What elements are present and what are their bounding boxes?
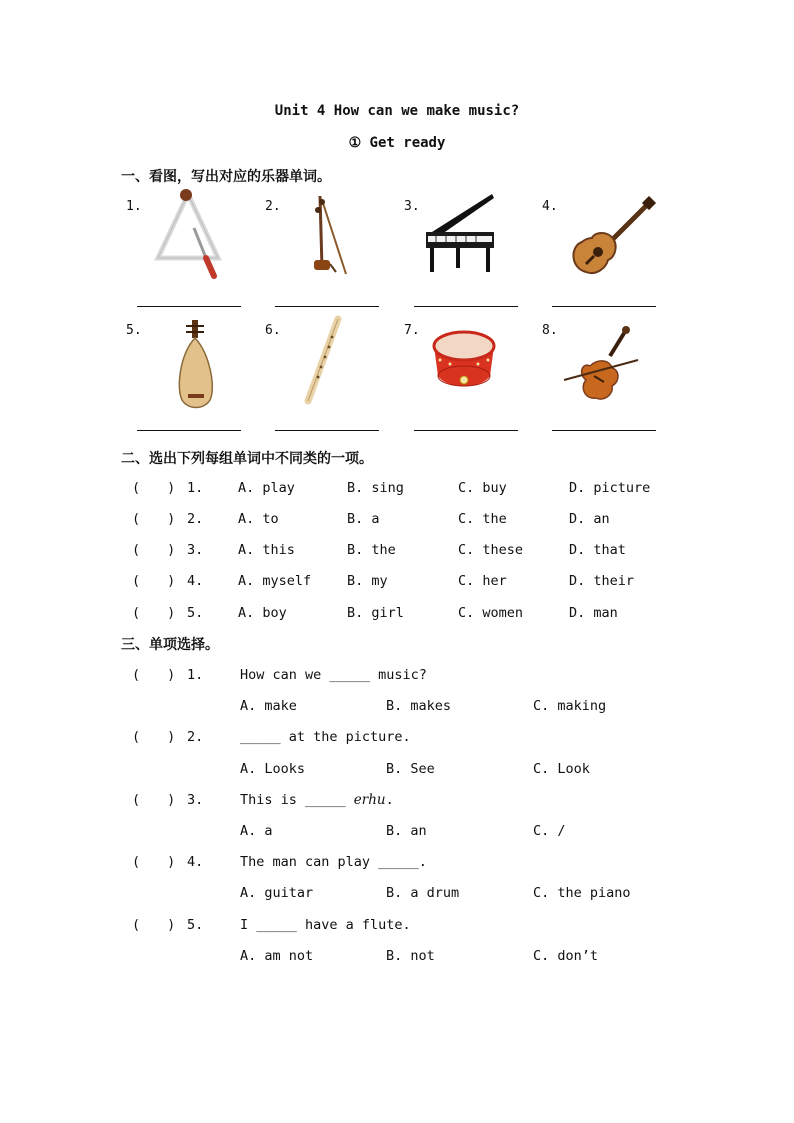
option-c: C. these [458,542,524,558]
item-number: 4. [542,199,558,214]
question-row [0,572,794,590]
page-subtitle: ① Get ready [348,135,446,151]
question-number: 5. [187,917,204,933]
option-d: D. an [569,511,610,527]
violin-icon [560,322,644,406]
question-stem: I _____ have a flute. [240,917,411,933]
option-a: A. Looks [240,761,306,777]
item-number: 5. [126,323,142,338]
answer-line[interactable] [275,430,379,431]
option-b: B. the [347,542,396,558]
answer-paren[interactable]: ( ) [132,667,176,683]
question-stem-row [0,853,794,871]
option-a: A. boy [238,605,287,621]
item-number: 8. [542,323,558,338]
option-b: B. not [386,948,435,964]
options-row [0,697,794,715]
question-number: 5. [187,605,204,621]
answer-line[interactable] [137,306,241,307]
option-b: B. a drum [386,885,460,901]
option-c: C. don’t [533,948,599,964]
question-number: 1. [187,480,204,496]
question-stem-row [0,791,794,809]
option-c: C. the [458,511,507,527]
option-b: B. an [386,823,427,839]
item-number: 3. [404,199,420,214]
question-row [0,479,794,497]
question-number: 1. [187,667,204,683]
question-row [0,604,794,622]
stem-emphasis: erhu [353,792,386,808]
option-a: A. make [240,698,297,714]
option-c: C. her [458,573,507,589]
section2-heading: 二、选出下列每组单词中不同类的一项。 [121,451,373,467]
page-title: Unit 4 How can we make music? [274,103,520,119]
answer-line[interactable] [414,430,518,431]
piano-icon [422,192,498,276]
option-b: B. my [347,573,388,589]
option-a: A. am not [240,948,314,964]
option-c: C. making [533,698,607,714]
question-number: 4. [187,854,204,870]
question-stem: The man can play _____. [240,854,427,870]
answer-line[interactable] [552,430,656,431]
question-number: 3. [187,542,204,558]
option-b: B. girl [347,605,404,621]
question-number: 2. [187,729,204,745]
option-a: A. to [238,511,279,527]
option-d: D. that [569,542,626,558]
question-stem: _____ at the picture. [240,729,411,745]
option-b: B. See [386,761,435,777]
option-b: B. makes [386,698,452,714]
option-d: D. man [569,605,618,621]
stem-text: . [385,792,394,808]
options-row [0,884,794,902]
pipa-icon [172,318,222,410]
section1-heading: 一、看图，写出对应的乐器单词。 [121,169,331,185]
answer-paren[interactable]: ( ) [132,573,176,589]
question-stem [240,791,394,809]
answer-paren[interactable]: ( ) [132,792,176,808]
question-number: 4. [187,573,204,589]
options-row [0,760,794,778]
triangle-icon [150,188,230,280]
option-a: A. this [238,542,295,558]
answer-line[interactable] [552,306,656,307]
options-row [0,947,794,965]
answer-paren[interactable]: ( ) [132,854,176,870]
question-stem-row [0,916,794,934]
option-c: C. the piano [533,885,631,901]
option-c: C. / [533,823,566,839]
item-number: 1. [126,199,142,214]
guitar-icon [568,196,658,278]
item-number: 7. [404,323,420,338]
question-stem-row [0,728,794,746]
answer-line[interactable] [414,306,518,307]
item-number: 2. [265,199,281,214]
option-a: A. play [238,480,295,496]
erhu-icon [300,190,360,280]
option-a: A. guitar [240,885,314,901]
question-row [0,541,794,559]
question-number: 2. [187,511,204,527]
answer-paren[interactable]: ( ) [132,729,176,745]
drum-icon [430,328,498,392]
question-row [0,510,794,528]
flute-icon [298,315,348,407]
answer-paren[interactable]: ( ) [132,511,176,527]
answer-line[interactable] [275,306,379,307]
answer-line[interactable] [137,430,241,431]
option-d: D. their [569,573,635,589]
answer-paren[interactable]: ( ) [132,917,176,933]
question-stem: How can we _____ music? [240,667,427,683]
question-stem-row [0,666,794,684]
option-c: C. buy [458,480,507,496]
stem-text: This is _____ [240,792,354,808]
option-c: C. Look [533,761,590,777]
item-number: 6. [265,323,281,338]
option-b: B. sing [347,480,404,496]
options-row [0,822,794,840]
option-a: A. a [240,823,273,839]
option-c: C. women [458,605,524,621]
option-d: D. picture [569,480,651,496]
answer-paren[interactable]: ( ) [132,542,176,558]
option-a: A. myself [238,573,312,589]
section3-heading: 三、单项选择。 [121,637,219,653]
answer-paren[interactable]: ( ) [132,605,176,621]
answer-paren[interactable]: ( ) [132,480,176,496]
question-number: 3. [187,792,204,808]
option-b: B. a [347,511,380,527]
